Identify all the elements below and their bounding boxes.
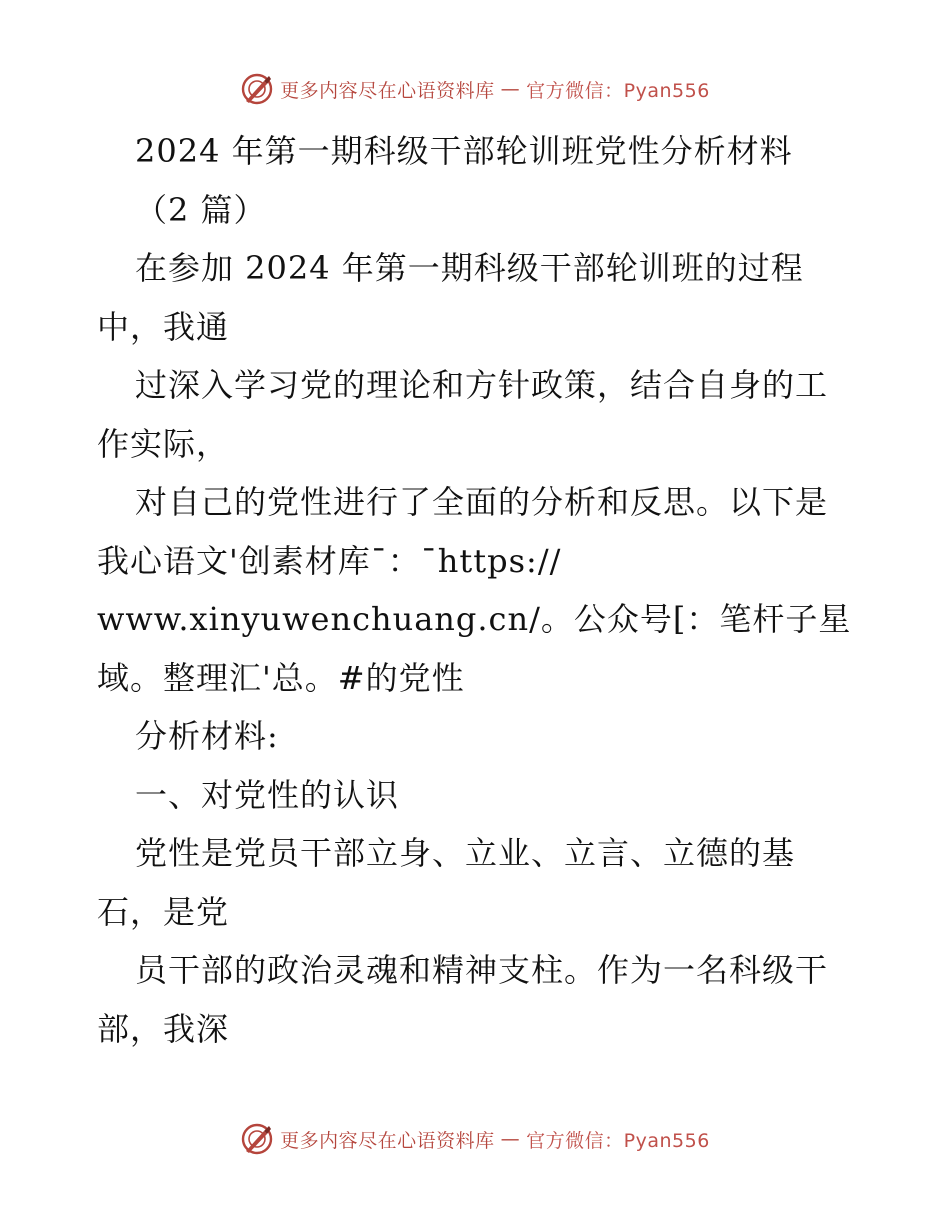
paragraph-line: 中，我通 bbox=[97, 307, 230, 346]
pen-logo-icon bbox=[240, 72, 274, 106]
paragraph-line: www.xinyuwenchuang.cn/。公众号[：笔杆子星 bbox=[97, 600, 852, 638]
paragraph-line: 党性是党员干部立身、立业、立言、立德的基 bbox=[135, 834, 796, 872]
paragraph-line: 作实际， bbox=[97, 424, 230, 463]
watermark-wechat-text: 官方微信：Pyan556 bbox=[526, 1129, 710, 1152]
header-watermark bbox=[0, 72, 950, 106]
watermark-brand-text: 更多内容尽在心语资料库 bbox=[280, 79, 495, 102]
doc-title-line-1: 2024 年第一期科级干部轮训班党性分析材料 bbox=[135, 132, 793, 170]
doc-title-line-2: （2 篇） bbox=[135, 190, 267, 229]
paragraph-line: 在参加 2024 年第一期科级干部轮训班的过程 bbox=[135, 249, 804, 287]
paragraph-line: 石，是党 bbox=[97, 892, 230, 931]
paragraph-line: 员干部的政治灵魂和精神支柱。作为一名科级干 bbox=[135, 951, 829, 989]
paragraph-line: 对自己的党性进行了全面的分析和反思。以下是 bbox=[135, 483, 829, 521]
paragraph-line: 分析材料: bbox=[135, 717, 279, 755]
footer-watermark bbox=[0, 1122, 950, 1156]
document-body bbox=[97, 122, 857, 1058]
watermark-separator: — bbox=[500, 78, 521, 100]
section-heading: 一、对党性的认识 bbox=[135, 775, 400, 814]
pen-logo-icon bbox=[240, 1122, 274, 1156]
paragraph-line: 部，我深 bbox=[97, 1009, 230, 1048]
paragraph-line: 过深入学习党的理论和方针政策，结合自身的工 bbox=[135, 366, 829, 404]
watermark-wechat-text: 官方微信：Pyan556 bbox=[526, 79, 710, 102]
watermark-separator: — bbox=[500, 1128, 521, 1150]
paragraph-line: 我心语文'创素材库¯：¯https:// bbox=[97, 541, 562, 580]
paragraph-line: 域。整理汇'总。#的党性 bbox=[97, 658, 465, 697]
watermark-brand-text: 更多内容尽在心语资料库 bbox=[280, 1129, 495, 1152]
